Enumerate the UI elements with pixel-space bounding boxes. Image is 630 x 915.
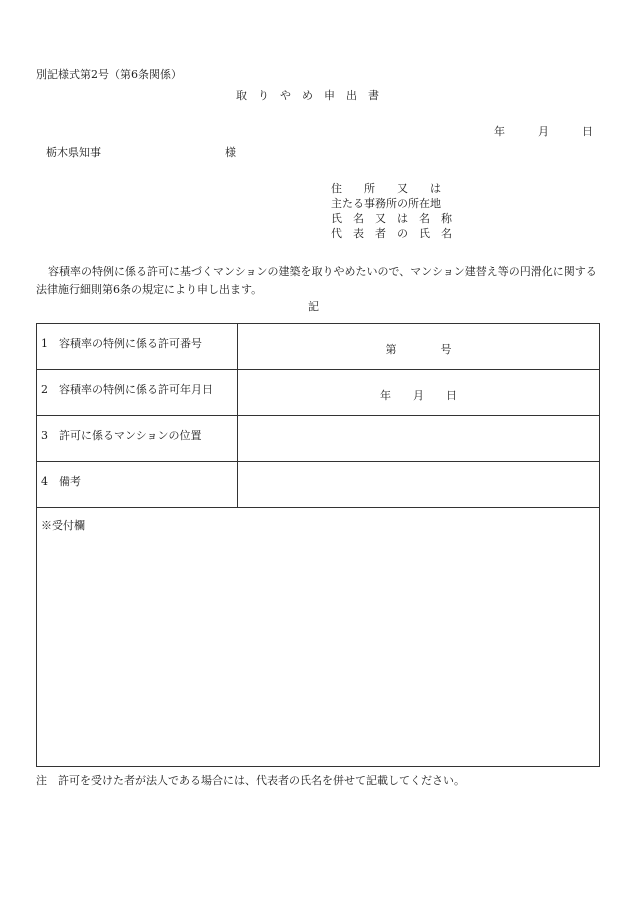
applicant-address-label: 住 所 又 は [331, 182, 441, 195]
table-row [37, 416, 600, 462]
applicant-block [331, 181, 452, 241]
table-row [37, 508, 600, 767]
remarks-field[interactable] [238, 462, 600, 508]
table-row [37, 370, 600, 416]
permit-date-label: 2 容積率の特例に係る許可年月日 [41, 383, 213, 396]
date-month: 月 [538, 125, 549, 138]
date-day: 日 [582, 125, 593, 138]
date-line [494, 126, 593, 137]
applicant-representative-label: 代 表 者 の 氏 名 [331, 227, 452, 240]
permit-number-label: 1 容積率の特例に係る許可番号 [41, 337, 202, 350]
reception-label: ※受付欄 [41, 519, 85, 532]
applicant-name-label: 氏 名 又 は 名 称 [331, 212, 452, 225]
remarks-label: 4 備考 [41, 475, 81, 488]
row-label-cell [37, 324, 238, 370]
date-year: 年 [494, 125, 505, 138]
row-label-cell [37, 462, 238, 508]
mansion-location-value [238, 416, 599, 433]
mansion-location-field[interactable] [238, 416, 600, 462]
document-title: 取 り や め 申 出 書 [236, 89, 379, 102]
permit-number-field[interactable] [238, 324, 600, 370]
application-table [36, 323, 600, 767]
remarks-value [238, 462, 599, 479]
addressee: 栃木県知事 [46, 146, 101, 159]
table-row [37, 324, 600, 370]
ki-heading: 記 [308, 300, 319, 313]
footnote: 注 許可を受けた者が法人である場合には、代表者の氏名を併せて記載してください。 [36, 774, 465, 787]
reception-field [37, 508, 600, 767]
addressee-honorific: 様 [225, 146, 236, 159]
row-label-cell [37, 370, 238, 416]
permit-date-field[interactable] [238, 370, 600, 416]
applicant-office-label: 主たる事務所の所在地 [331, 197, 441, 210]
form-label: 別記様式第2号（第6条関係） [36, 68, 182, 81]
permit-number-value: 第 号 [385, 343, 452, 356]
body-text: 容積率の特例に係る許可に基づくマンションの建築を取りやめたいので、マンション建替え等の円滑化に関する法律施行細則第6条の規定により申し出ます。 [36, 265, 597, 296]
mansion-location-label: 3 許可に係るマンションの位置 [41, 429, 202, 442]
table-row [37, 462, 600, 508]
row-label-cell [37, 416, 238, 462]
permit-date-value: 年 月 日 [380, 389, 457, 402]
